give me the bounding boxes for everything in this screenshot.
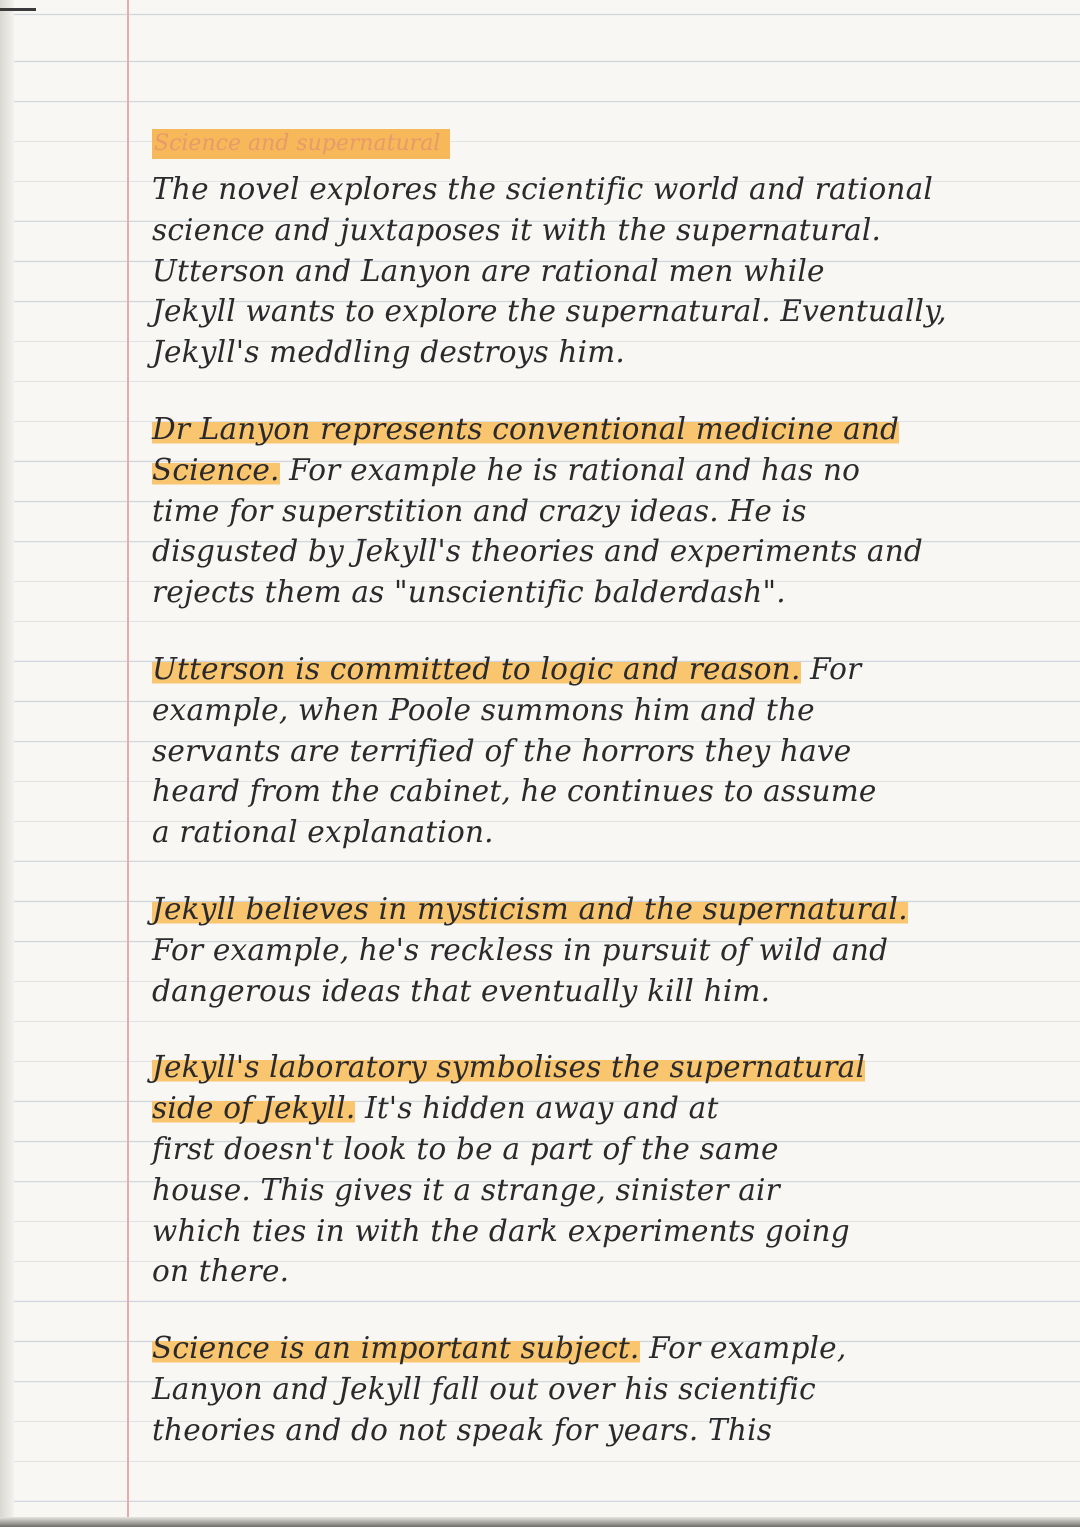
text-line: example, when Poole summons him and the <box>152 692 815 727</box>
text-line: science and juxtaposes it with the supernatural. <box>152 212 882 247</box>
highlighted-text: Dr Lanyon represents conventional medicine and <box>152 411 900 446</box>
text-line: time for superstition and crazy ideas. He is <box>152 493 807 528</box>
text-segment: It's hidden away and at <box>355 1091 719 1126</box>
text-line: The novel explores the scientific world and rational <box>152 172 934 206</box>
top-edge-mark <box>0 8 36 11</box>
handwritten-notes <box>152 120 947 1487</box>
text-line: rejects them as "unscientific balderdash". <box>152 575 786 610</box>
highlighted-text: side of Jekyll. <box>152 1091 356 1126</box>
text-line: dangerous ideas that eventually kill him. <box>152 973 771 1008</box>
text-line: Utterson and Lanyon are rational men while <box>152 253 825 288</box>
paragraph-jekyll-mysticism <box>152 889 942 1011</box>
text-segment: For <box>800 651 862 686</box>
paragraph-laboratory <box>152 1047 942 1292</box>
text-line <box>152 649 942 690</box>
highlighted-text: Jekyll's laboratory symbolises the supernatural <box>152 1050 866 1085</box>
paragraph-lanyon <box>152 409 942 613</box>
text-line <box>152 409 942 450</box>
text-line: Jekyll's meddling destroys him. <box>152 335 626 370</box>
text-line: heard from the cabinet, he continues to assume <box>152 774 877 809</box>
text-line: theories and do not speak for years. This <box>152 1412 773 1447</box>
text-line: first doesn't look to be a part of the same <box>152 1131 779 1166</box>
text-line: disgusted by Jekyll's theories and experiments and <box>152 534 923 569</box>
text-line <box>152 889 942 930</box>
text-line: which ties in with the dark experiments going <box>152 1213 850 1248</box>
paragraph-overview <box>152 169 947 373</box>
page-bottom-edge <box>0 1517 1080 1527</box>
highlighted-text: Utterson is committed to logic and reason. <box>152 651 801 686</box>
text-line: house. This gives it a strange, sinister air <box>152 1172 780 1207</box>
highlighted-text: Jekyll believes in mysticism and the supernatural. <box>152 891 908 926</box>
text-line <box>152 1088 942 1129</box>
text-line: Jekyll wants to explore the supernatural. Eventually, <box>152 294 947 329</box>
text-line: on there. <box>152 1254 290 1289</box>
text-line <box>152 1047 942 1088</box>
text-segment: For example he is rational and has no <box>279 452 861 487</box>
highlighted-text: Science. <box>152 452 280 487</box>
text-line <box>152 1328 942 1369</box>
paragraph-science-subject <box>152 1328 942 1450</box>
paragraph-utterson <box>152 649 942 853</box>
margin-line <box>127 0 129 1527</box>
highlighted-text: Science is an important subject. <box>152 1331 640 1366</box>
text-line: Lanyon and Jekyll fall out over his scientific <box>152 1371 816 1406</box>
text-line: a rational explanation. <box>152 815 494 850</box>
section-heading: Science and supernatural <box>152 129 450 159</box>
page-edge-shadow <box>0 0 14 1527</box>
text-line: For example, he's reckless in pursuit of wild and <box>152 932 889 967</box>
text-segment: For example, <box>639 1331 847 1366</box>
text-line: servants are terrified of the horrors they have <box>152 733 852 768</box>
text-line <box>152 450 942 491</box>
